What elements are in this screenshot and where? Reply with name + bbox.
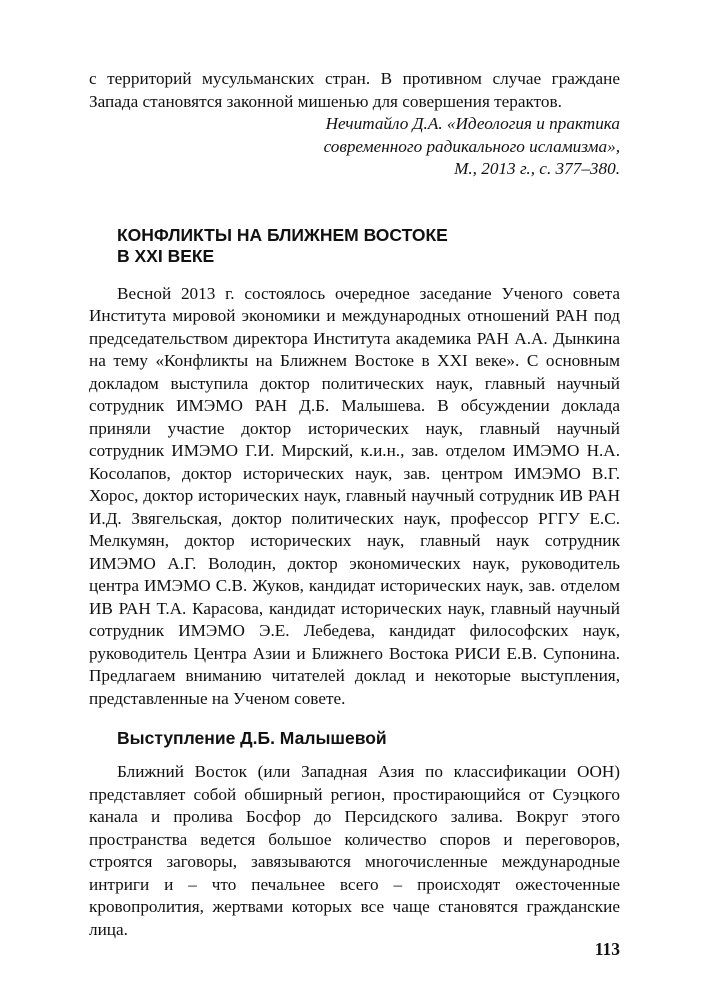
section-heading-line-2: В XXI ВЕКЕ [117,245,215,266]
subsection-heading: Выступление Д.Б. Малышевой [117,728,387,748]
citation-line-2: современного радикального исламизма», [323,136,620,156]
citation [89,113,620,181]
section-heading-line-1: КОНФЛИКТЫ НА БЛИЖНЕМ ВОСТОКЕ [117,224,448,245]
citation-line-3: М., 2013 г., с. 377–380. [454,159,620,178]
citation-line-1: Нечитайло Д.А. «Идеология и практика [325,114,620,133]
body-paragraph: Ближний Восток (или Западная Азия по классификации ООН) представляет собой обширный регион, простирающийся от Суэцкого канала и пролива Босфор до Персидского залива. Вокруг этого пространства ведется большое количество споров и переговоров, строятся заговоры, завязываются многочисленные международные интриги и – что печальнее всего – происходят ожесточенные кровопролития, жертвами которых все чаще становятся гражданские лица. [89,762,620,939]
page-content [89,68,620,941]
intro-paragraph: Весной 2013 г. состоялось очередное заседание Ученого совета Института мировой экономики и международных отношений РАН под председательством директора Института академика РАН А.А. Дынкина на тему «Конфликты на Ближнем Востоке в XXI веке». С основным докладом выступила доктор политических наук, главный научный сотрудник ИМЭМО РАН Д.Б. Малышева. В обсуждении доклада приняли участие доктор исторических наук, главный научный сотрудник ИМЭМО Г.И. Мирский, к.и.н., зав. отделом ИМЭМО Н.А. Косолапов, доктор исторических наук, зав. центром ИМЭМО В.Г. Хорос, доктор исторических наук, главный научный сотрудник ИВ РАН И.Д. Звягельская, доктор политических наук, профессор РГГУ Е.С. Мелкумян, доктор исторических наук, главный наук сотрудник ИМЭМО А.Г. Володин, доктор экономических наук, руководитель центра ИМЭМО С.В. Жуков, кандидат исторических наук, зав. отделом ИВ РАН Т.А. Карасова, кандидат исторических наук, главный научный сотрудник ИМЭМО Э.Е. Лебедева, кандидат философских наук, руководитель Центра Азии и Ближнего Востока РИСИ Е.В. Супонина. Предлагаем вниманию читателей доклад и некоторые выступления, представленные на Ученом совете. [89,283,620,708]
section-heading [89,225,620,267]
top-paragraph: с территорий мусульманских стран. В противном случае граждане Запада становятся законной мишенью для совершения терактов. [89,69,620,111]
page-number: 113 [594,939,620,959]
